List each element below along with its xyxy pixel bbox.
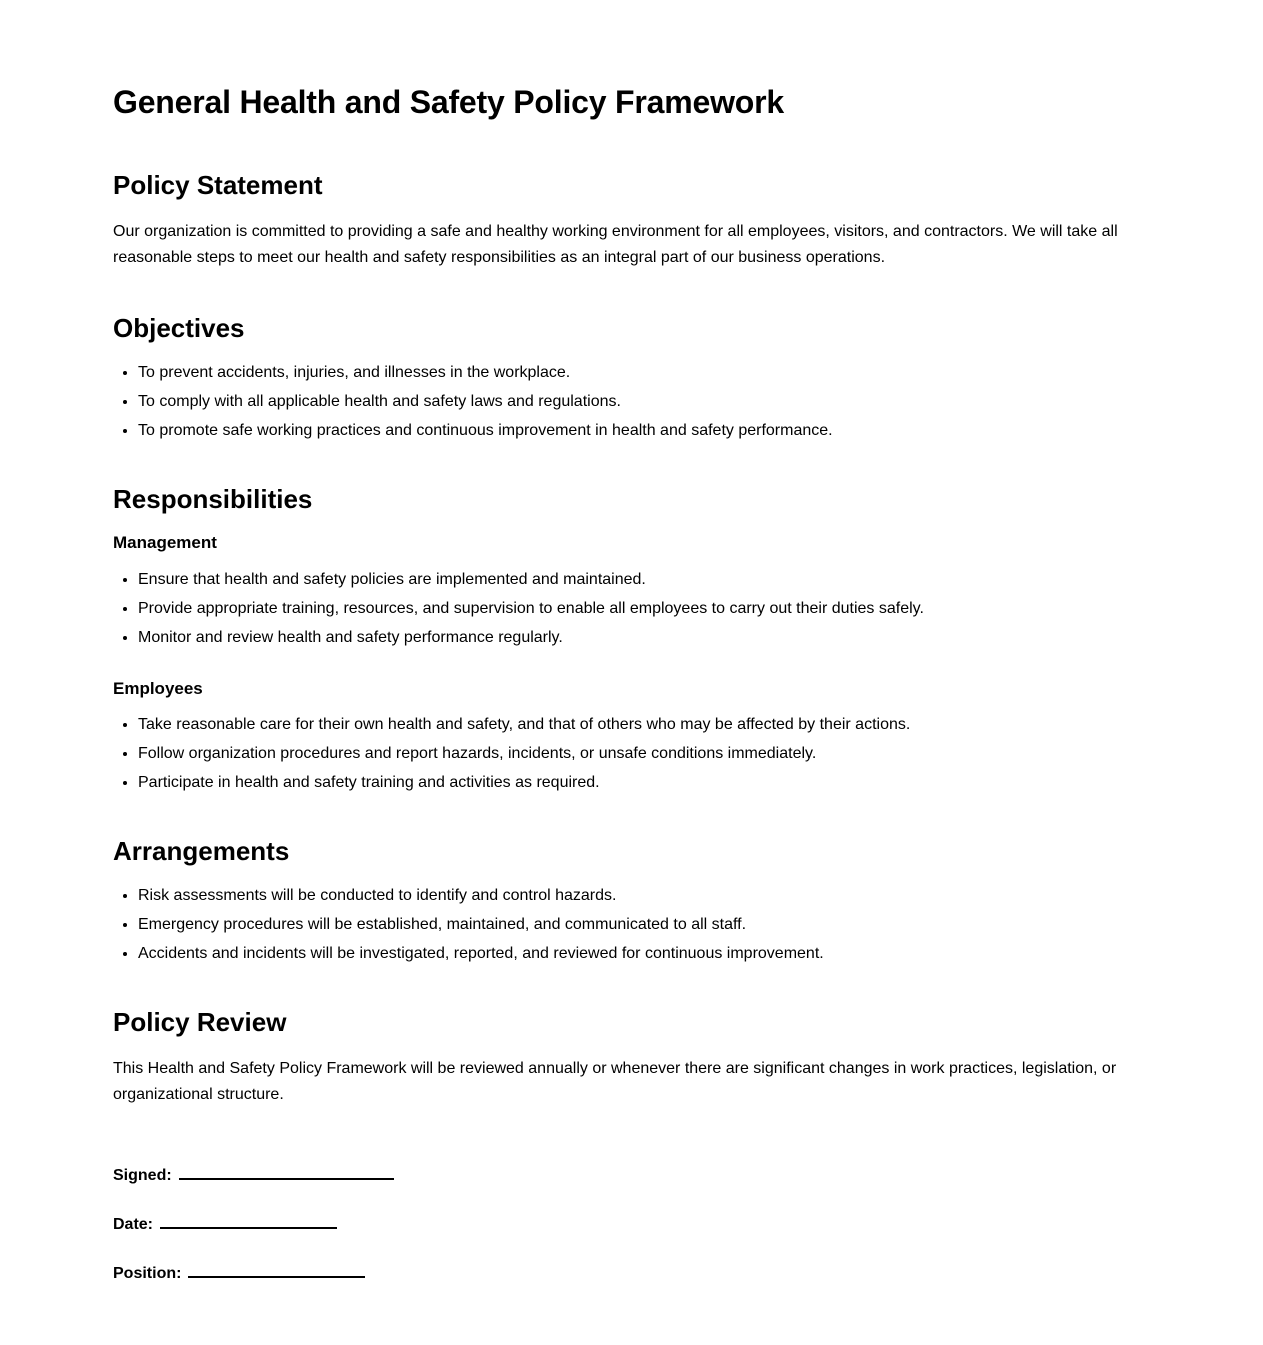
list-item: To prevent accidents, injuries, and illnesses in the workplace. <box>113 362 1123 384</box>
list-item: Risk assessments will be conducted to identify and control hazards. <box>113 885 1123 907</box>
signed-input-line[interactable] <box>179 1164 394 1180</box>
section-heading-policy-review: Policy Review <box>113 1007 287 1038</box>
list-item: To promote safe working practices and continuous improvement in health and safety performance. <box>113 420 1123 442</box>
list-item: Participate in health and safety training and activities as required. <box>113 772 1123 794</box>
paragraph-policy-statement: Our organization is committed to providing a safe and healthy working environment for all employees, visitors, and contractors. We will take all reasonable steps to meet our health and safety responsibilities as an integral part of our business operations. <box>113 222 1118 266</box>
sub-heading-management: Management <box>113 533 217 553</box>
signature-row-date <box>113 1213 1150 1236</box>
list-arrangements <box>113 885 1123 965</box>
list-item: Provide appropriate training, resources, and supervision to enable all employees to carry out their duties safely. <box>113 598 1123 620</box>
page-title: General Health and Safety Policy Framework <box>113 84 784 120</box>
list-item: To comply with all applicable health and safety laws and regulations. <box>113 391 1123 413</box>
section-heading-policy-statement: Policy Statement <box>113 169 323 200</box>
position-label: Position: <box>113 1265 182 1283</box>
position-input-line[interactable] <box>188 1262 365 1278</box>
list-item: Follow organization procedures and report hazards, incidents, or unsafe conditions immediately. <box>113 743 1123 765</box>
date-label: Date: <box>113 1216 154 1234</box>
list-item: Take reasonable care for their own health and safety, and that of others who may be affected by their actions. <box>113 714 1123 736</box>
sub-heading-employees: Employees <box>113 678 203 698</box>
date-input-line[interactable] <box>160 1213 337 1229</box>
paragraph-policy-review: This Health and Safety Policy Framework will be reviewed annually or whenever there are significant changes in work practices, legislation, or organizational structure. <box>113 1060 1117 1104</box>
section-objectives <box>113 313 1150 442</box>
section-policy-statement <box>113 170 1150 271</box>
section-heading-responsibilities: Responsibilities <box>113 484 313 515</box>
list-objectives <box>113 362 1123 442</box>
list-item: Ensure that health and safety policies are implemented and maintained. <box>113 569 1123 591</box>
section-heading-objectives: Objectives <box>113 312 245 343</box>
section-policy-review <box>113 1007 1150 1108</box>
list-item: Monitor and review health and safety performance regularly. <box>113 627 1123 649</box>
subsection-employees <box>113 679 1150 794</box>
signed-label: Signed: <box>113 1167 172 1185</box>
signature-row-position <box>113 1262 1150 1285</box>
list-management-responsibilities <box>113 569 1123 649</box>
section-arrangements <box>113 836 1150 965</box>
signature-row-signed <box>113 1164 1150 1187</box>
list-employee-responsibilities <box>113 714 1123 794</box>
list-item: Emergency procedures will be established, maintained, and communicated to all staff. <box>113 914 1123 936</box>
list-item: Accidents and incidents will be investigated, reported, and reviewed for continuous improvement. <box>113 943 1123 965</box>
signature-block <box>113 1164 1150 1285</box>
section-heading-arrangements: Arrangements <box>113 836 290 867</box>
section-responsibilities <box>113 484 1150 794</box>
subsection-management <box>113 533 1150 648</box>
